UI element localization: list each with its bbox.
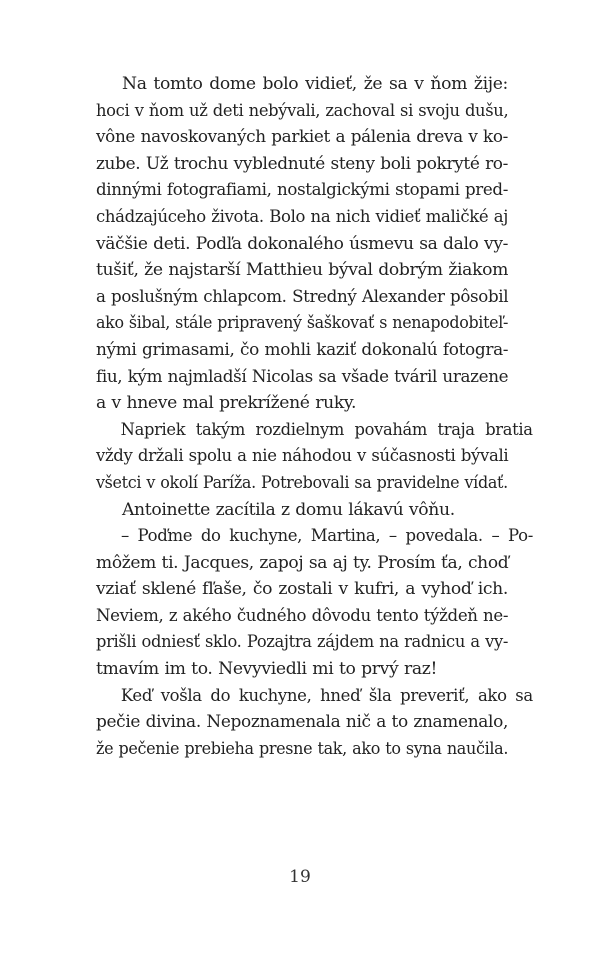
- paragraph: [96, 417, 533, 497]
- text-line: vždy držali spolu a nie náhodou v súčasnosti bývali: [96, 446, 509, 467]
- text-line: zube. Už trochu vyblednuté steny boli pokryté ro-: [96, 153, 508, 174]
- text-line: tmavím im to. Nevyviedli mi to prvý raz!: [96, 659, 438, 680]
- text-line: chádzajúceho života. Bolo na nich vidieť maličké aj: [96, 206, 508, 227]
- text-line: – Poďme do kuchyne, Martina, – povedala. – Po-: [120, 526, 533, 547]
- text-line: Antoinette zacítila z domu lákavú vôňu.: [122, 499, 455, 520]
- text-line: väčšie deti. Podľa dokonalého úsmevu sa dalo vy-: [96, 233, 509, 254]
- text-line: môžem ti. Jacques, zapoj sa aj ty. Prosím ťa, choď: [96, 552, 509, 573]
- text-line: vône navoskovaných parkiet a pálenia dreva v ko-: [96, 127, 508, 148]
- text-line: vziať sklené fľaše, čo zostali v kufri, a vyhoď ich.: [96, 579, 508, 600]
- text-line: ako šibal, stále pripravený šaškovať s nenapodobiteľ-: [96, 313, 508, 334]
- text-line: prišli odniesť sklo. Pozajtra zájdem na radnicu a vy-: [96, 632, 508, 653]
- text-line: fiu, kým najmladší Nicolas sa všade tváril urazene: [96, 366, 509, 387]
- text-line: Na tomto dome bolo vidieť, že sa v ňom žije:: [122, 74, 508, 94]
- paragraph: [96, 497, 508, 524]
- text-line: všetci v okolí Paríža. Potrebovali sa pravidelne vídať.: [96, 472, 508, 493]
- text-line: a poslušným chlapcom. Stredný Alexander pôsobil: [96, 286, 509, 307]
- text-line: Neviem, z akého čudného dôvodu tento týždeň ne-: [96, 605, 509, 626]
- text-line: tušiť, že najstarší Matthieu býval dobrým žiakom: [96, 260, 509, 281]
- paragraph: [96, 523, 533, 683]
- text-line: Napriek takým rozdielnym povahám traja bratia: [120, 419, 533, 440]
- paragraph: [96, 71, 508, 417]
- text-line: nými grimasami, čo mohli kaziť dokonalú fotogra-: [96, 339, 509, 360]
- text-line: že pečenie prebieha presne tak, ako to syna naučila.: [96, 738, 509, 759]
- text-line: dinnými fotografiami, nostalgickými stopami pred-: [96, 180, 508, 201]
- paragraph: [96, 683, 533, 763]
- body-text: [96, 71, 533, 762]
- text-line: pečie divina. Nepoznamenala nič a to znamenalo,: [96, 712, 508, 733]
- page-number: 19: [289, 867, 311, 887]
- text-line: Keď vošla do kuchyne, hneď šla preveriť, ako sa: [120, 685, 533, 706]
- text-line: a v hneve mal prekrížené ruky.: [96, 393, 357, 414]
- text-line: hoci v ňom už deti nebývali, zachoval si svoju dušu,: [96, 100, 509, 121]
